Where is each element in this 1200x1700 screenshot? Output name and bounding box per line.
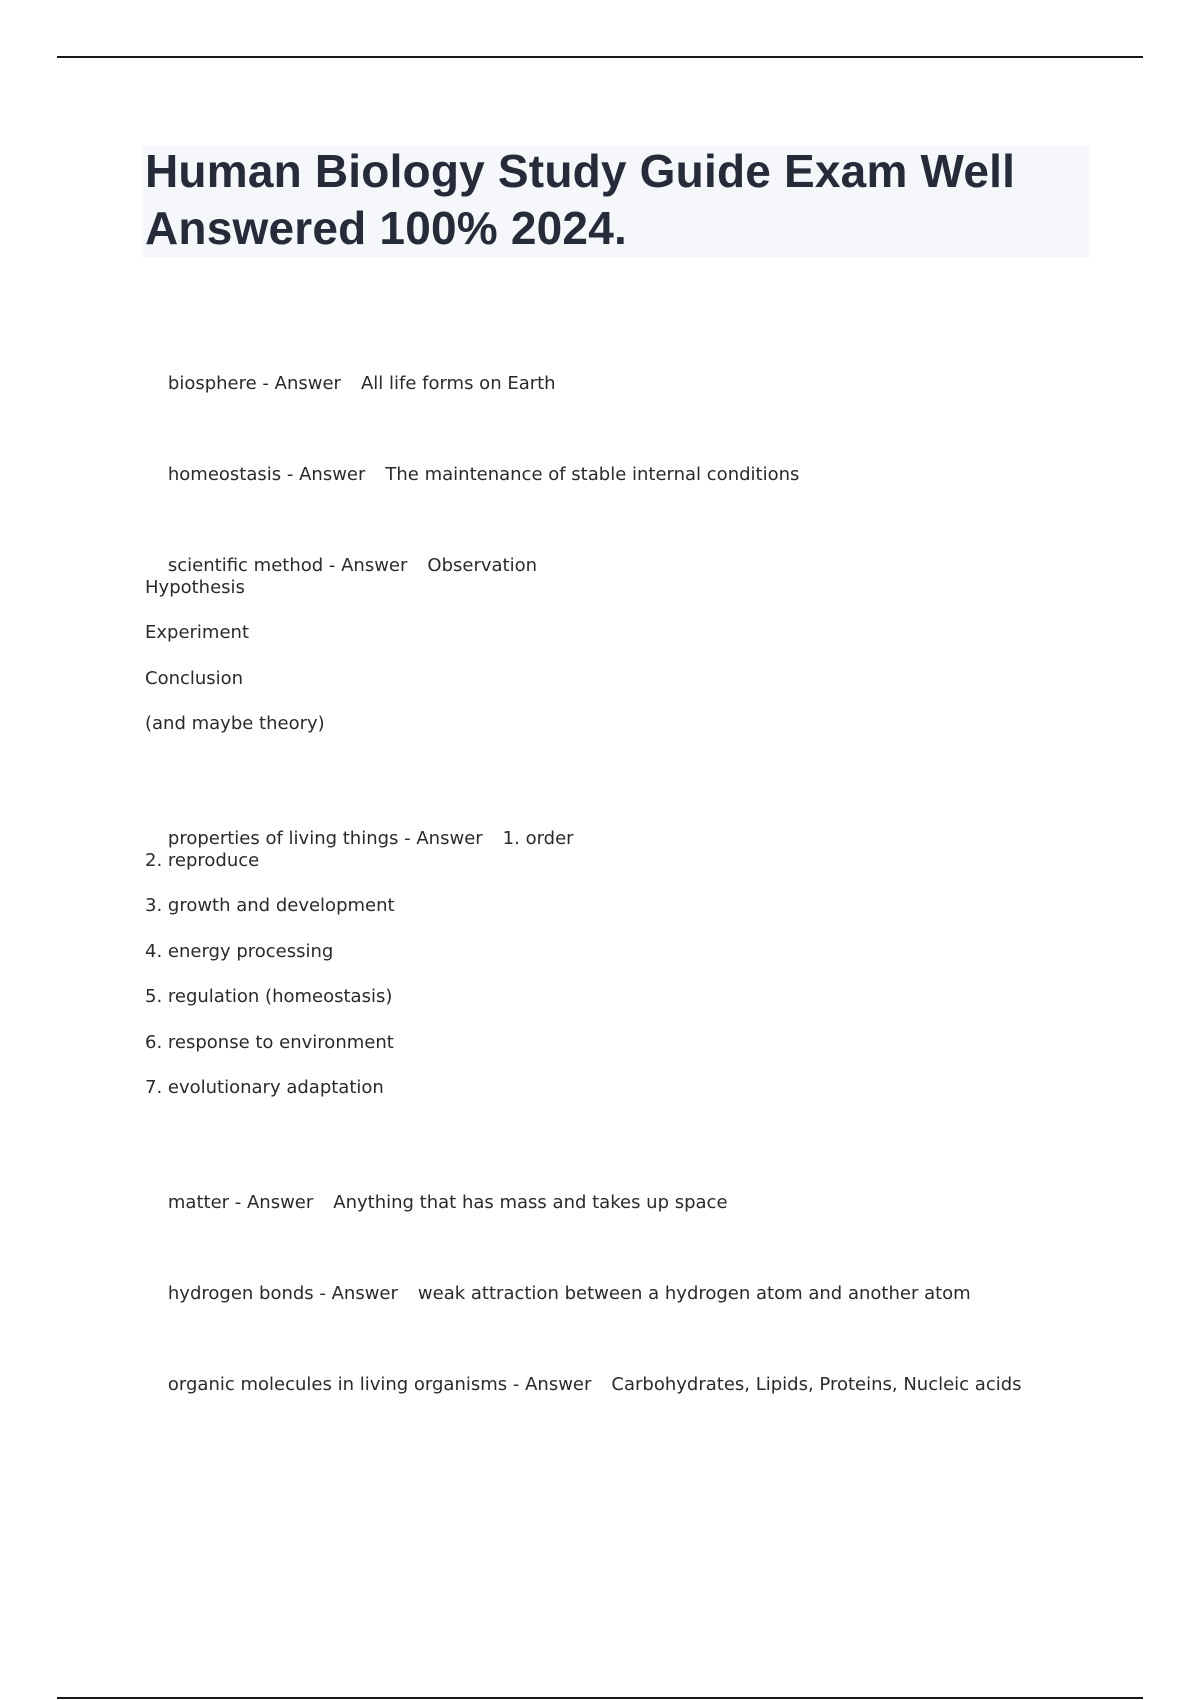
entry-term: hydrogen bonds - Answer xyxy=(167,1283,398,1304)
entry-continuation: Experiment xyxy=(145,622,250,643)
entry-continuation: Conclusion xyxy=(145,668,244,689)
entry-answer: 1. order xyxy=(502,828,574,849)
entry-term: scientific method - Answer xyxy=(167,555,408,576)
entry-organic-molecules xyxy=(145,1349,1022,1421)
entry-continuation: 4. energy processing xyxy=(145,941,334,962)
entry-term: biosphere - Answer xyxy=(167,373,341,394)
bottom-rule xyxy=(57,1697,1143,1699)
page-title: Human Biology Study Guide Exam Well Answered 100% 2024. xyxy=(145,145,1016,254)
entry-continuation: 6. response to environment xyxy=(145,1032,394,1053)
entry-continuation: 7. evolutionary adaptation xyxy=(145,1077,384,1098)
entry-continuation: 3. growth and development xyxy=(145,895,395,916)
entry-term: homeostasis - Answer xyxy=(167,464,366,485)
entry-answer: The maintenance of stable internal conditions xyxy=(385,464,800,485)
entry-answer: Anything that has mass and takes up space xyxy=(333,1192,728,1213)
entry-answer: Carbohydrates, Lipids, Proteins, Nucleic acids xyxy=(611,1374,1022,1395)
entry-continuation: 2. reproduce xyxy=(145,850,260,871)
top-rule xyxy=(57,56,1143,58)
entry-answer: All life forms on Earth xyxy=(360,373,556,394)
entry-answer: Observation xyxy=(427,555,538,576)
entry-term: matter - Answer xyxy=(167,1192,314,1213)
entry-biosphere xyxy=(145,348,556,420)
entry-hydrogen-bonds xyxy=(145,1258,971,1330)
entry-term: properties of living things - Answer xyxy=(167,828,483,849)
entry-answer: weak attraction between a hydrogen atom and another atom xyxy=(417,1283,971,1304)
entry-matter xyxy=(145,1167,728,1239)
entry-continuation: 5. regulation (homeostasis) xyxy=(145,986,393,1007)
entry-continuation: Hypothesis xyxy=(145,577,245,598)
entry-term: organic molecules in living organisms - Answer xyxy=(167,1374,592,1395)
entry-continuation: (and maybe theory) xyxy=(145,713,325,734)
entry-homeostasis xyxy=(145,439,799,511)
